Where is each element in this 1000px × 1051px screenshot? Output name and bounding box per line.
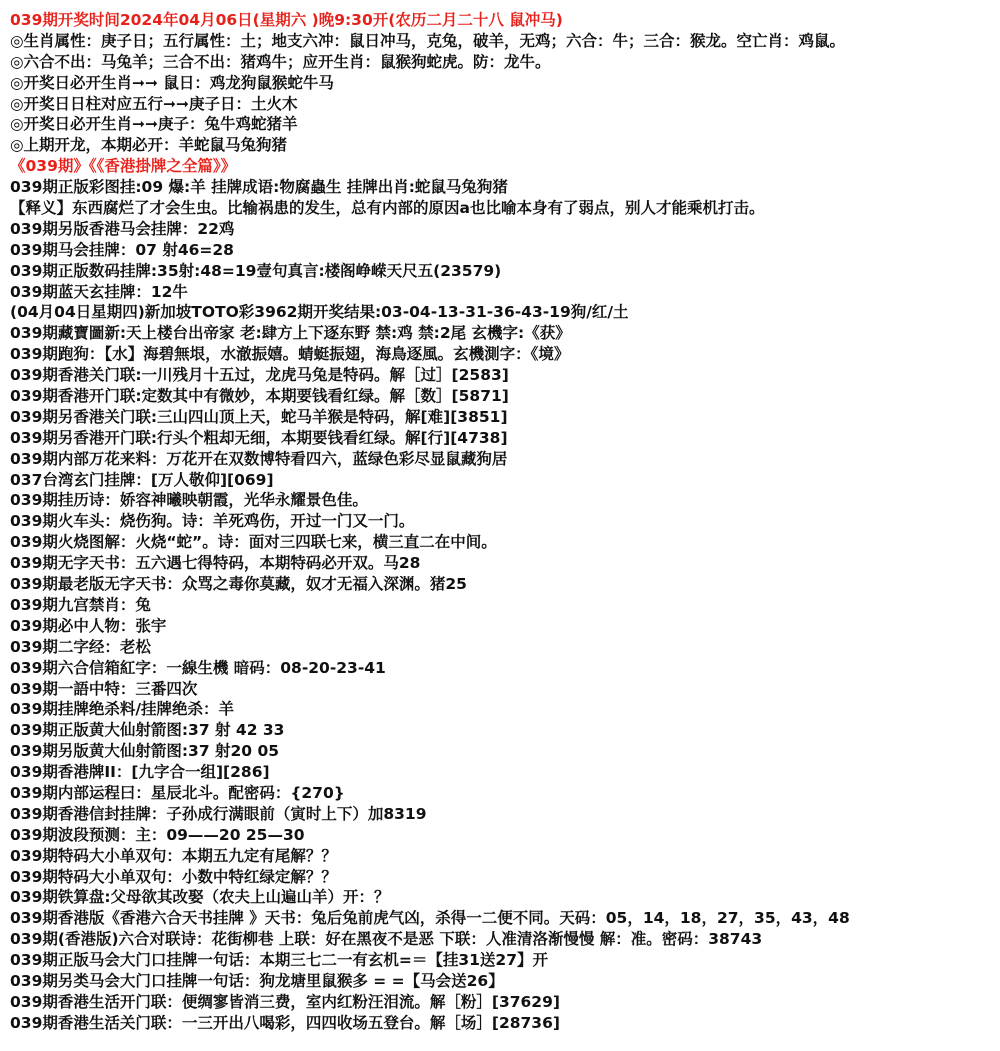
text-line: 039期香港开门联:定数其中有微妙，本期要钱看红绿。解［数］[5871] (10, 387, 509, 406)
text-line: 039期另类马会大门口挂牌一句话：狗龙塘里鼠猴多 = =【马会送26】 (10, 971, 504, 990)
text-line: ◎开奖日必开生肖➞➞庚子：兔牛鸡蛇猪羊 (10, 115, 298, 134)
text-line: 039期一語中特：三番四次 (10, 679, 198, 698)
text-line: 039期波段预测：主：09——20 25—30 (10, 825, 305, 844)
text-line: ◎开奖日日柱对应五行➞➞庚子日：土火木 (10, 94, 298, 113)
text-line: 039期另版黄大仙射箭图:37 射20 05 (10, 742, 280, 761)
text-line: 039期最老版无字天书：众骂之毒你莫藏，奴才无福入深渊。猪25 (10, 575, 467, 594)
text-line: 039期香港生活开门联：便绸寥皆消三费，室内红粉汪泪流。解［粉］[37629] (10, 992, 560, 1011)
text-line: 039期火烧图解：火烧“蛇”。诗：面对三四联七来，横三直二在中间。 (10, 533, 497, 552)
text-line: 039期跑狗：【水】海碧無垠，水澈振嬉。蜻蜓振翅，海鳥逐風。玄機測字：《境》 (10, 345, 570, 364)
text-line: (04月04日星期四)新加坡TOTO彩3962期开奖结果:03-04-13-31-36-43-19狗/红/土 (10, 303, 629, 322)
text-line: 039期藏寶圖新:天上楼台出帝家 老:肆方上下逐东野 禁:鸡 禁:2尾 玄機字:《获》 (10, 324, 571, 343)
text-line: 039期另版香港马会挂牌：22鸡 (10, 219, 235, 238)
text-line: 039期二字经：老松 (10, 637, 151, 656)
text-line: 039期正版黄大仙射箭图:37 射 42 33 (10, 721, 285, 740)
text-line: 039期九宫禁肖：兔 (10, 595, 151, 614)
text-line: 039期香港信封挂牌：子孙成行满眼前（寅时上下）加8319 (10, 804, 427, 823)
text-line: 039期内部运程曰：星辰北斗。配密码：{270} (10, 783, 345, 802)
text-line: ◎六合不出：马兔羊；三合不出：猪鸡牛；应开生肖：鼠猴狗蛇虎。防：龙牛。 (10, 52, 551, 71)
text-line: 039期另香港开门联:行头个粗却无细，本期要钱看红绿。解[行][4738] (10, 428, 508, 447)
text-line: 【释义】东西腐烂了才会生虫。比输祸患的发生，总有内部的原因a也比喻本身有了弱点，别人才能乘机打击。 (10, 199, 765, 218)
text-line: 039期正版数码挂牌:35射:48=19壹句真言:楼阁峥嵘天尺五(23579) (10, 261, 502, 280)
text-line: 039期六合信箱紅字：一線生機 暗码：08-20-23-41 (10, 658, 386, 677)
text-line: ◎上期开龙，本期必开：羊蛇鼠马兔狗猪 (10, 136, 288, 155)
header-line: 039期开奖时间2024年04月06日(星期六 )晚9:30开(农历二月二十八 鼠冲马) (10, 11, 563, 29)
text-line: 039期香港牌II：[九字合一组][286] (10, 763, 270, 782)
text-line: 039期另香港关门联:三山四山顶上天，蛇马羊猴是特码，解[难][3851] (10, 407, 508, 426)
text-line: 039期正版马会大门口挂牌一句话：本期三七二一有玄机=＝【挂31送27】开 (10, 951, 548, 970)
text-line: 039期无字天书：五六遇七得特码，本期特码必开双。马28 (10, 554, 421, 573)
text-line: 037台湾玄门挂牌：[万人敬仰][069] (10, 470, 274, 489)
text-line: 039期铁算盘:父母欲其改娶（农夫上山遍山羊）开：？ (10, 888, 390, 907)
text-line: 039期香港生活关门联：一三开出八喝彩，四四收场五登台。解［场］[28736] (10, 1013, 560, 1032)
text-line: ◎生肖属性：庚子日；五行属性：土；地支六冲：鼠日冲马，克兔，破羊，无鸡；六合：牛；三合：猴龙。空亡肖：鸡鼠。 (10, 31, 846, 50)
document-body (10, 10, 995, 1034)
text-line: 039期香港关门联:一川残月十五过，龙虎马兔是特码。解［过］[2583] (10, 366, 509, 385)
text-line: 039期特码大小单双句：小数中特红绿定解？？ (10, 867, 337, 886)
text-line: 039期蓝天玄挂牌：12牛 (10, 282, 188, 301)
header-line: 《039期》《《香港掛牌之全篇》》 (10, 157, 237, 176)
text-line: 039期火车头：烧伤狗。诗：羊死鸡伤，开过一门又一门。 (10, 512, 415, 531)
text-line: 039期香港版《香港六合天书挂牌 》天书：兔后兔前虎气凶，杀得一二便不同。天码：05，14，18，27，35，43，48 (10, 909, 850, 928)
text-line: 039期特码大小单双句：本期五九定有尾解？？ (10, 846, 337, 865)
text-line: ◎开奖日必开生肖➞➞ 鼠日：鸡龙狗鼠猴蛇牛马 (10, 73, 334, 92)
text-line: 039期挂历诗：娇容神曦映朝霞，光华永耀景色佳。 (10, 491, 368, 510)
text-line: 039期内部万花来料：万花开在双数博特看四六，蓝绿色彩尽显鼠藏狗居 (10, 449, 508, 468)
text-line: 039期(香港版)六合对联诗：花街柳巷 上联：好在黑夜不是恶 下联：人准清洛渐慢慢 解：准。密码：38743 (10, 930, 763, 949)
text-line: 039期马会挂牌：07 射46=28 (10, 240, 234, 259)
text-line: 039期必中人物：张宇 (10, 616, 167, 635)
text-line: 039期挂牌绝杀料/挂牌绝杀：羊 (10, 700, 235, 719)
text-line: 039期正版彩图挂:09 爆:羊 挂牌成语:物腐蟲生 挂牌出肖:蛇鼠马兔狗猪 (10, 178, 508, 197)
